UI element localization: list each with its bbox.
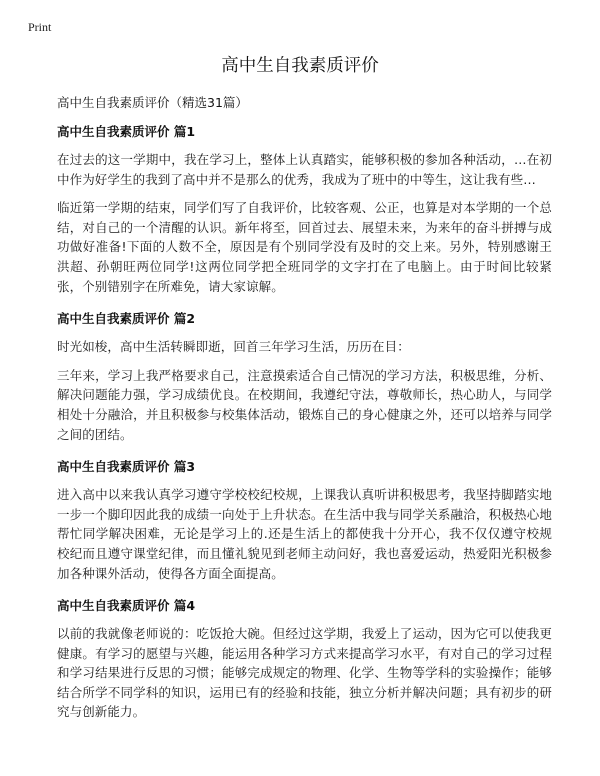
print-link[interactable]: Print: [28, 20, 52, 34]
section-paragraph: 三年来，学习上我严格要求自己，注意摸索适合自己情况的学习方法，积极思维，分析、解决问题能力强，学习成绩优良。在校期间，我遵纪守法，尊敬师长，热心助人，与同学相处十分融洽，并且积极参与校集体活动，锻炼自己的身心健康之外，还可以培养与同学之间的团结。: [57, 367, 552, 442]
section-2: [57, 309, 552, 444]
page-title: 高中生自我素质评价: [221, 56, 379, 76]
section-heading: 高中生自我素质评价 篇4: [57, 598, 196, 614]
article-body: [57, 122, 552, 731]
section-paragraph: 在过去的这一学期中，我在学习上，整体上认真踏实，能够积极的参加各种活动，…在初中作为好学生的我到了高中并不是那么的优秀，我成为了班中的中等生，这让我有些…: [57, 152, 552, 187]
section-heading: 高中生自我素质评价 篇3: [57, 459, 196, 475]
section-heading: 高中生自我素质评价 篇2: [57, 311, 196, 327]
section-paragraph: 时光如梭，高中生活转瞬即逝，回首三年学习生活，历历在目：: [57, 339, 410, 355]
section-paragraph: 临近第一学期的结束，同学们写了自我评价，比较客观、公正，也算是对本学期的一个总结，对自己的一个清醒的认识。新年将至，回首过去、展望未来，为来年的奋斗拼搏与成功做好准备!下面的人数不全，原因是有个别同学没有及时的交上来。另外，特别感谢王洪超、孙朝旺两位同学!这两位同学把全班同学的文字打在了电脑上。由于时间比较紧张，个别错别字在所难免，请大家谅解。: [57, 200, 552, 294]
section-heading: 高中生自我素质评价 篇1: [57, 124, 196, 139]
section-paragraph: 进入高中以来我认真学习遵守学校校纪校规，上课我认真听讲积极思考，我坚持脚踏实地一步一个脚印因此我的成绩一向处于上升状态。在生活中我与同学关系融洽，积极热心地帮忙同学解决困难，无论是学习上的.还是生活上的都使我十分开心，我不仅仅遵守校规校纪而且遵守课堂纪律，而且懂礼貌见到老师主动问好，我也喜爱运动，热爱阳光积极参加各种课外活动，使得各方面全面提高。: [57, 487, 552, 581]
document-subtitle: 高中生自我素质评价（精选31篇）: [57, 95, 248, 110]
section-3: [57, 457, 552, 583]
section-4: [57, 596, 552, 722]
section-1: [57, 122, 552, 296]
section-paragraph: 以前的我就像老师说的：吃饭抢大碗。但经过这学期，我爱上了运动，因为它可以使我更健康。有学习的愿望与兴趣，能运用各种学习方式来提高学习水平，有对自己的学习过程和学习结果进行反思的习惯；能够完成规定的物理、化学、生物等学科的实验操作；能够结合所学不同学科的知识，运用已有的经验和技能，独立分析并解决问题；具有初步的研究与创新能力。: [57, 626, 552, 720]
